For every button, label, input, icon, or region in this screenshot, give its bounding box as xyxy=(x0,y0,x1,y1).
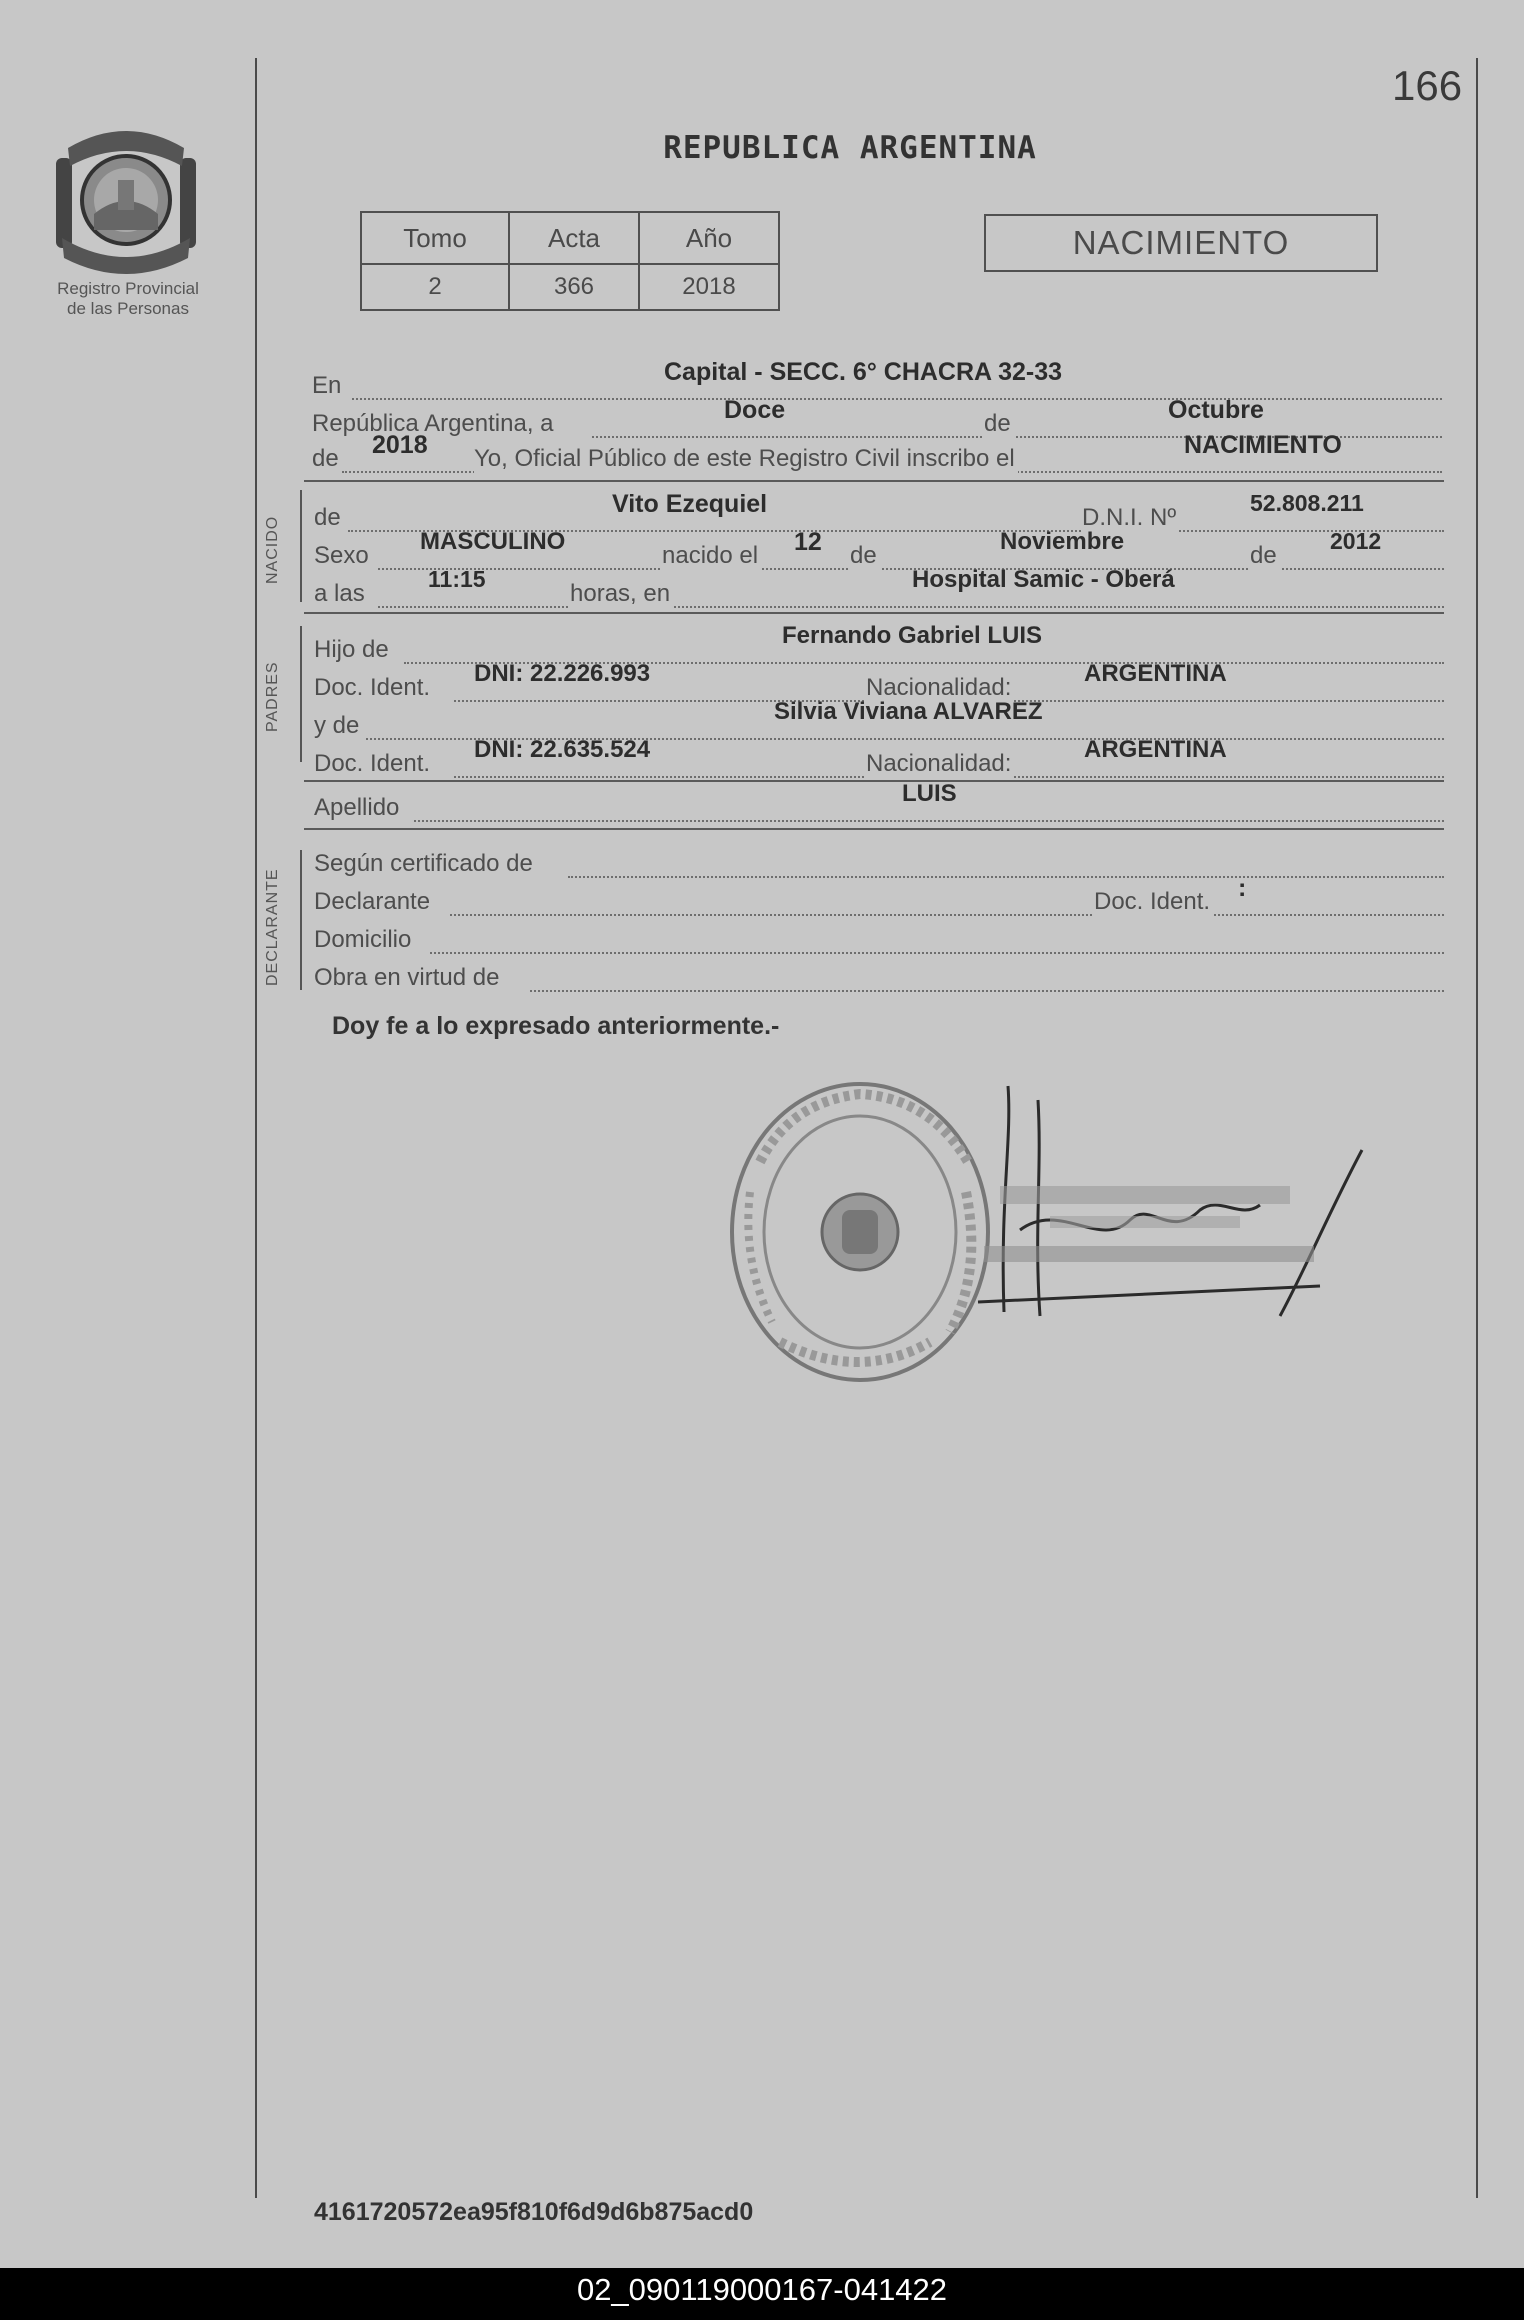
right-margin-line xyxy=(1476,58,1478,2198)
dotted-line xyxy=(450,884,1444,916)
document-title: REPUBLICA ARGENTINA xyxy=(663,130,1037,166)
inscripcion-value: NACIMIENTO xyxy=(1184,431,1342,459)
nacido-section-label: NACIDO xyxy=(264,515,281,584)
sexo-value: MASCULINO xyxy=(420,528,566,555)
anio-value: 2018 xyxy=(372,431,428,459)
logo-caption-line2: de las Personas xyxy=(67,299,189,318)
padre-nac-value: ARGENTINA xyxy=(1084,660,1227,687)
hijo-de-label: Hijo de xyxy=(314,636,392,664)
domicilio-label: Domicilio xyxy=(314,926,414,954)
mes-nac-value: Noviembre xyxy=(1000,528,1125,555)
row-nacido-sexo xyxy=(314,528,1444,569)
segun-label: Según certificado de xyxy=(314,850,536,878)
official-seal-stamp xyxy=(720,1072,1000,1392)
nacionalidad-label: Nacionalidad: xyxy=(866,674,1014,702)
declarante-doc-value: : xyxy=(1238,874,1247,902)
hora-value: 11:15 xyxy=(428,566,486,592)
padres-bracket xyxy=(300,626,302,762)
dotted-line xyxy=(568,846,1444,878)
row-anio xyxy=(312,431,1442,472)
dotted-line xyxy=(430,922,1444,954)
dia-nac-value: 12 xyxy=(794,528,822,556)
row-nacido-nombre xyxy=(314,490,1444,531)
row-apellido xyxy=(314,780,1444,821)
horas-en-label: horas, en xyxy=(570,580,673,608)
declarante-bracket xyxy=(300,850,302,990)
madre-nac-value: ARGENTINA xyxy=(1084,736,1227,763)
lugar-value: Hospital Samic - Oberá xyxy=(912,566,1175,593)
madre-value: Silvia Viviana ALVAREZ xyxy=(774,698,1043,725)
y-de-label: y de xyxy=(314,712,362,740)
doc-ident-label: Doc. Ident. xyxy=(314,674,433,702)
row-hijo-de xyxy=(314,622,1444,663)
en-value: Capital - SECC. 6° CHACRA 32-33 xyxy=(664,358,1063,386)
tomo-header: Tomo xyxy=(361,212,509,264)
dni-value: 52.808.211 xyxy=(1250,490,1364,516)
row-en xyxy=(312,358,1442,399)
acta-value: 366 xyxy=(509,264,639,310)
acta-header: Acta xyxy=(509,212,639,264)
declarante-label: Declarante xyxy=(314,888,433,916)
footer-id: 02_090119000167-041422 xyxy=(576,2272,948,2307)
padre-value: Fernando Gabriel LUIS xyxy=(782,622,1043,649)
logo-caption xyxy=(28,279,228,319)
signature xyxy=(960,1080,1370,1320)
row-obra xyxy=(314,960,1444,990)
en-label: En xyxy=(312,372,344,400)
obra-label: Obra en virtud de xyxy=(314,964,502,992)
anio-nac-value: 2012 xyxy=(1330,528,1382,554)
de-anio-nac-label: de xyxy=(1250,542,1280,570)
de-mes-label: de xyxy=(850,542,880,570)
dotted-line xyxy=(530,960,1444,992)
row-domicilio xyxy=(314,922,1444,952)
oficial-text: Yo, Oficial Público de este Registro Civil inscribo el xyxy=(474,445,1018,473)
a-las-label: a las xyxy=(314,580,368,608)
mes-value: Octubre xyxy=(1168,396,1264,424)
nacido-el-label: nacido el xyxy=(662,542,761,570)
tomo-value: 2 xyxy=(361,264,509,310)
row-padre-doc xyxy=(314,660,1444,701)
de-label: de xyxy=(984,410,1014,438)
row-madre-doc xyxy=(314,736,1444,777)
separator-line xyxy=(304,612,1444,614)
nombre-value: Vito Ezequiel xyxy=(612,490,768,518)
anio-value: 2018 xyxy=(639,264,779,310)
separator-line xyxy=(304,828,1444,830)
dni-label: D.N.I. Nº xyxy=(1082,504,1179,532)
apellido-label: Apellido xyxy=(314,794,402,822)
padres-section-label: PADRES xyxy=(264,661,281,732)
page-number: 166 xyxy=(1392,62,1463,109)
row-declarante xyxy=(314,874,1444,915)
document-type-box: NACIMIENTO xyxy=(984,214,1378,272)
nacido-de-label: de xyxy=(314,504,344,532)
nacionalidad-label: Nacionalidad: xyxy=(866,750,1014,778)
doc-ident-label: Doc. Ident. xyxy=(314,750,433,778)
logo-caption-line1: Registro Provincial xyxy=(57,279,199,298)
republica-label: República Argentina, a xyxy=(312,410,557,438)
doy-fe-text: Doy fe a lo expresado anteriormente.- xyxy=(332,1012,780,1040)
separator-line xyxy=(304,480,1444,482)
de-anio-label: de xyxy=(312,445,342,473)
dia-value: Doce xyxy=(724,396,786,424)
dotted-line xyxy=(378,576,1444,608)
madre-doc-value: DNI: 22.635.524 xyxy=(474,736,651,763)
apellido-value: LUIS xyxy=(902,780,957,807)
declarante-section-label: DECLARANTE xyxy=(264,868,281,986)
sexo-label: Sexo xyxy=(314,542,372,570)
anio-header: Año xyxy=(639,212,779,264)
separator-line xyxy=(304,780,1444,782)
declarante-doc-label: Doc. Ident. xyxy=(1094,888,1213,916)
row-y-de xyxy=(314,698,1444,739)
acta-table xyxy=(360,211,780,311)
row-nacido-hora xyxy=(314,566,1444,607)
nacido-bracket xyxy=(300,490,302,602)
left-margin-line xyxy=(255,58,257,2198)
padre-doc-value: DNI: 22.226.993 xyxy=(474,660,651,687)
row-segun xyxy=(314,846,1444,876)
document-hash: 4161720572ea95f810f6d9d6b875acd0 xyxy=(314,2198,754,2226)
